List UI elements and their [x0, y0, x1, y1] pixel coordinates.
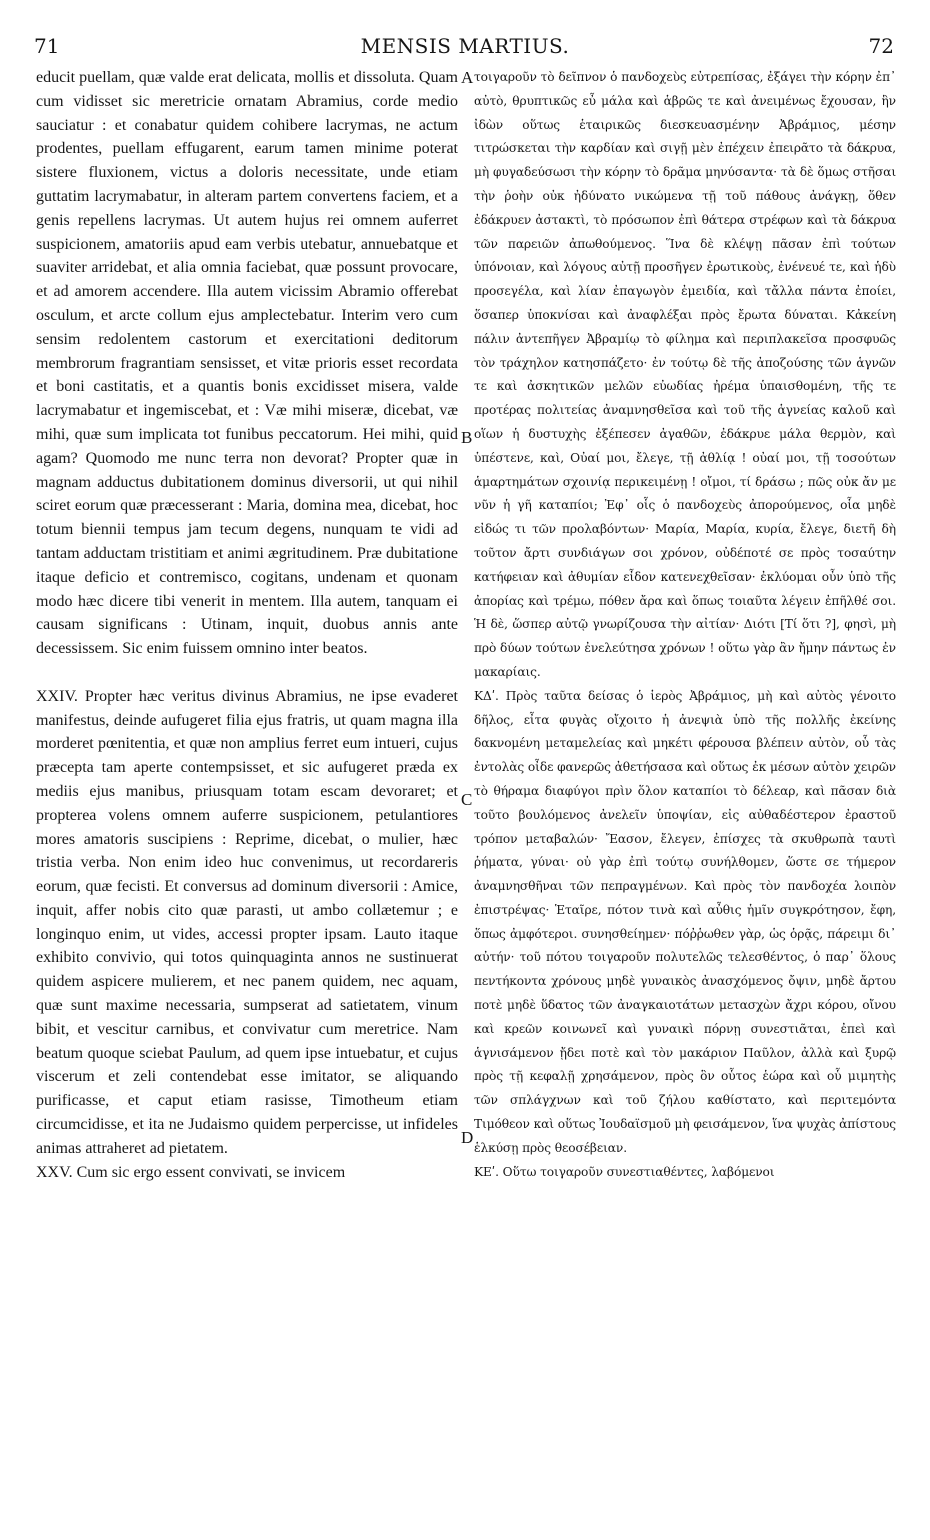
margin-marker-d: D: [461, 1128, 474, 1147]
greek-column: [474, 66, 896, 1526]
page-number-right: 72: [868, 34, 894, 58]
greek-paragraph: τοιγαροῦν τὸ δεῖπνον ὁ πανδοχεὺς εὐτρεπίσας, ἐξάγει τὴν κόρην ἐπ᾽ αὐτὸ, θρυπτικῶς εὖ μάλα καὶ ἁβρῶς τε καὶ ἀνειμένως ἔχουσαν, ἣν ἰδὼν οὕτως ἑταιρικῶς διεσκευασμένην Ἀβράμιος, μέσην τιτρώσκεται τὴν καρδίαν καὶ σιγῇ μὲν ἐπέχειν ἐπειρᾶτο τὰ δάκρυα, μὴ φυγαδεύσωσι τὴν κόρην τὸ δρᾶμα μηνύσαντα· τὰ δὲ ὅμως στῆσαι τὴν ῥοὴν οὐκ ἠδύνατο νικώμενα τῇ τοῦ πάθους ἀνάγκῃ, ὅθεν ἐδάκρυεν ἀστακτὶ, τὸ πρόσωπον ἐπὶ θάτερα στρέφων καὶ τὰ δάκρυα τῶν παρειῶν ἀπωθούμενος. Ἵνα δὲ κλέψῃ πᾶσαν ἐπὶ τούτων ὑπόνοιαν, καὶ λόγους αὐτῇ προσῆγεν ἐρωτικοὺς, ἐνένευέ τε, καὶ ἡδὺ προσεγέλα, καὶ λίαν ἐπαγωγὸν ἐμειδία, καὶ τἄλλα πάντα ἐποίει, ὅσαπερ ὑποκνίσαι καὶ ἀναφλέξαι πρὸς ἔρωτα δύναται. Κἀκείνη πάλιν ἀντεπῆγεν Ἀβραμίῳ τὸ φίλημα καὶ περιπλακεῖσα προσφυῶς τὸν τράχηλον κατησπάζετο· ἐν τούτῳ δὲ τῆς ἀποζούσης τῶν ἁγνῶν τε καὶ ἀσκητικῶν μελῶν εὐωδίας ἠρέμα ὑπαισθομένη, τῆς τε προτέρας πολιτείας ἀναμνησθεῖσα καὶ τοῦ τῆς ἁγνείας καλοῦ καὶ οἵων ἡ δυστυχὴς ἐξέπεσεν ἀγαθῶν, ἐδάκρυε μάλα θερμὸν, καὶ ὑπέστενε, καὶ, Οὐαί μοι, ἔλεγε, τῇ ἀθλίᾳ ! οὐαί μοι, τῇ τοσούτων ἁμαρτημάτων σχοινίᾳ περικειμένῃ ! οἴμοι, τί δράσω ; πῶς οὐκ ἄν με νῦν ἡ γῆ καταπίοι; Ἐφ᾽ οἷς ὁ πανδοχεὺς ἀπορούμενος, οἷα μηδὲ εἰδώς τι τῶν προλαβόντων· Μαρία, Μαρία, κυρία, ἔλεγε, διετῆ δὴ τοῦτον ἄρτι συνδιάγων σοι χρόνον, οὐδέποτέ σε πρὸς τοσαύτην κατήφειαν καὶ ἀθυμίαν εἶδον κατενεχθεῖσαν· ἐκλύομαι οὖν ὑπὸ τῆς ἀπορίας καὶ τρέμω, πόθεν ἄρα καὶ ὅπως τοιαῦτα λέγειν ἐπῆλθέ σοι. Ἡ δὲ, ὥσπερ αὐτῷ γνωρίζουσα τὴν αἰτίαν· Διότι [Τί ὅτι ?], φησὶ, μὴ πρὸ δύων τούτων ἐνελεύτησα χρόνων ! οὕτω γὰρ ἂν ἤμην πάντως ἐν μακαρίαις.: [474, 70, 896, 679]
running-header: [30, 30, 900, 64]
margin-marker-a: A: [461, 68, 474, 87]
running-title: MENSIS MARTIUS.: [360, 34, 570, 58]
page-number-left: 71: [34, 34, 60, 58]
latin-paragraph: XXIV. Propter hæc veritus divinus Abramius, ne ipse evaderet manifestus, deinde aufugeret filia ejus fratris, ut quam magna illa morderet pœnitentia, et quæ non amplius ferret eum intueri, cujus præcepta tam aperte contempsisset, et sic aufugeret præda ex mediis ejus manibus, priusquam totam escam devoraret; et propterea volens omnem auferre suspicionem, petulantiores mores amatoris suscipiens : Reprime, dicebat, o mulier, hæc tristia verba. Non enim ideo huc convenimus, ut recordareris eorum, quæ fecisti. Et conversus ad dominum diversorii : Amice, inquit, affer nobis cito quæ parasti, ut ambo collætemur ; e longinquo enim, ut vides, accessi propter ipsam. Lauto itaque exhibito convivio, qui totos quinquaginta annos ne sustinuerat quidem aspicere mulierem, et nec panem quidem, nec aquam, quæ sunt maxime necessaria, sumpserat ad satietatem, vinum bibit, et vescitur carnibus, et convivatur cum meretrice. Nam beatum quoque sciebat Paulum, ad quem ipse intuebatur, et cujus viscerum et zeli contendebat esse imitator, se aliquando purificasse, et caput etiam rasisse, Timotheum etiam circumcidisse, et ita ne Judaismo quidem perpercisse, ut infideles animas attraheret ad pietatem.: [36, 687, 458, 1157]
margin-marker-b: B: [461, 428, 473, 447]
latin-paragraph: educit puellam, quæ valde erat delicata, mollis et dissoluta. Quam cum vidisset sic meretricie ornatam Abramius, corde medio sauciatur : et conabatur quidem cohibere lacrymas, ne actum prodentes, puellam effugarent, earum tamen minime poterat sistere fluxionem, victus a doloris necessitate, unde etiam guttatim lacrymabatur, in alteram partem convertens faciem, et a genis repellens lacrymas. Ut autem hujus rei omnem auferret suspicionem, amatoriis apud eam verbis utebatur, annuebatque et suaviter arridebat, et alia omnia faciebat, quæ possunt provocare, et ad amorem accendere. Illa autem vicissim Abramio offerebat osculum, et arcte collum ejus amplectebatur. Interim vero cum sensim redolentem castorum et exercitationi deditorum membrorum fragrantiam sensisset, et vitæ prioris esset recordata et boni castitatis, et a quantis bonis excidisset misera, valde lacrymabatur et ingemiscebat, et : Væ mihi miseræ, dicebat, væ mihi, quæ sum implicata tot funibus peccatorum. Hei mihi, quid agam? Quomodo me nunc terra non devorat? Propter quæ in magnam adductus dubitationem dominus diversorii, ut qui nihil sciret eorum quæ præcesserant : Maria, domina mea, dicebat, hoc totum biennii tempus jam tecum degens, nunquam te vidi ad tantam adductam tristitiam et animi ægritudinem. Præ dubitatione itaque deficio et contremisco, cogitans, undenam et quonam modo hæc dicere tibi venerit in mentem. Illa autem, tanquam ei causam significans : Utinam, inquit, duobus annis ante decessissem. Sic enim fuissem omnino inter beatos.: [36, 69, 458, 658]
latin-column: [36, 66, 458, 1526]
greek-paragraph: ΚΔʹ. Πρὸς ταῦτα δείσας ὁ ἱερὸς Ἀβράμιος, μὴ καὶ αὐτὸς γένοιτο δῆλος, εἶτα φυγὰς οἴχοιτο ἡ ἀνεψιὰ ὑπὸ τῆς πολλῆς ἐκείνης δακνομένη μεταμελείας καὶ μηκέτι φέρουσα βλέπειν αὐτὸν, οὗ τὰς ἐντολὰς οἶδε φανερῶς ἀθετήσασα καὶ οὕτως ἐκ μέσων αὐτὸν χειρῶν τὸ θήραμα διαφύγοι πρὶν ὅλον καταπίοι τὸ δέλεαρ, καὶ πᾶσαν διὰ τοῦτο βουλόμενος ἀνελεῖν ὑποψίαν, εἰς αὐθαδέστερον ἐραστοῦ τρόπον μεταβαλών· Ἔασον, ἔλεγεν, ἐπίσχες τὰ σκυθρωπὰ ταυτὶ ῥήματα, γύναι· οὐ γὰρ ἐπὶ τούτῳ συνήλθομεν, ὥστε σε τήμερον ἀναμνησθῆναι τῶν πεπραγμένων. Καὶ πρὸς τὸν πανδοχέα λοιπὸν ἐπιστρέψας· Ἑταῖρε, πότον τινὰ καὶ αὖθις ἡμῖν συγκρότησον, ἔφη, ὅπως ἀμφότεροι. συνησθείημεν· πόῤῥωθεν γὰρ, ὡς ὁρᾷς, πάρειμι δι᾽ αὐτήν· τοῦ πότου τοιγαροῦν πολυτελῶς τελεσθέντος, ὁ παρ᾽ ὅλους πεντήκοντα χρόνους μηδὲ γυναικὸς ἀνασχόμενος ὄψιν, μηδὲ ἄρτου ποτὲ μηδὲ ὕδατος τῶν ἀναγκαιοτάτων μετασχὼν ἄχρι κόρου, οἴνου καὶ κρεῶν κοινωνεῖ καὶ γυναικὶ πόρνῃ συνεστιᾶται, ἐπεὶ καὶ ἁγνισάμενον ᾔδει ποτὲ καὶ τὸν μακάριον Παῦλον, ἀλλὰ καὶ ξυρῷ πρὸς τῇ κεφαλῇ χρησάμενον, πρὸς ὃν οὗτος ἑώρα καὶ οὗ μιμητὴς τῶν σπλάγχνων καὶ τοῦ ζήλου καθίστατο, καὶ περιτεμόντα Τιμόθεον καὶ οὕτως Ἰουδαϊσμοῦ μὴ φεισάμενον, ἵνα ψυχὰς ἀπίστους ἑλκύσῃ πρὸς θεοσέβειαν.: [474, 688, 896, 1155]
latin-paragraph: XXV. Cum sic ergo essent convivati, se invicem: [36, 1163, 346, 1181]
greek-paragraph: ΚΕʹ. Οὕτω τοιγαροῦν συνεστιαθέντες, λαβόμενοι: [474, 1164, 775, 1179]
margin-marker-c: C: [461, 790, 473, 809]
